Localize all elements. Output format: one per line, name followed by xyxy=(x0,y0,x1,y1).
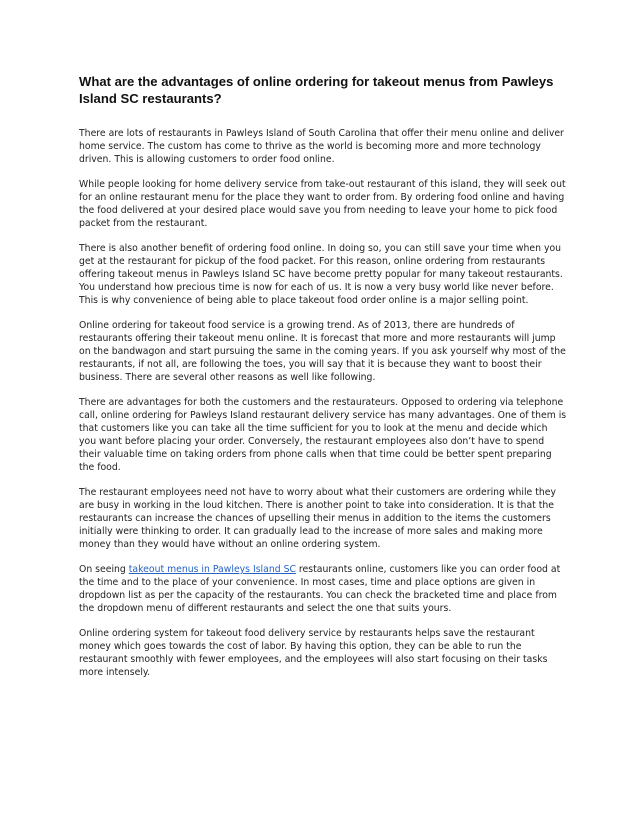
paragraph-convenience-after: restaurants online, customers like you can order food at the time and to the place of your convenience. In most cases, time and place options are given in dropdown list as per the capacity of the restaurants. You can check the bracketed time and place from the dropdown menu of different restaurants and select the one that suits yours. xyxy=(79,564,561,614)
paragraph-convenience-before: On seeing xyxy=(79,564,129,575)
paragraph-intro: There are lots of restaurants in Pawleys Island of South Carolina that offer their menu online and deliver home service. The custom has come to thrive as the world is becoming more and more technology driven. This is allowing customers to order food online. xyxy=(79,128,564,165)
paragraph-convenience xyxy=(79,563,567,615)
paragraph-labor-cost: Online ordering system for takeout food delivery service by restaurants helps save the restaurant money which goes towards the cost of labor. By having this option, they can be able to run the restaurant smoothly with fewer employees, and the employees will also start focusing on their tasks more intensely. xyxy=(79,628,548,678)
paragraph-save-time: There is also another benefit of ordering food online. In doing so, you can still save your time when you get at the restaurant for pickup of the food packet. For this reason, online ordering from restaurants offering takeout menus in Pawleys Island SC have become pretty popular for many takeout restaurants. You understand how precious time is now for each of us. It is now a very busy world like never before. This is why convenience of being able to place takeout food order online is a major selling point. xyxy=(79,243,563,306)
paragraph-upselling: The restaurant employees need not have to worry about what their customers are ordering while they are busy in working in the loud kitchen. There is another point to take into consideration. It is that the restaurants can increase the chances of upselling their menus in addition to the items the customers initially were thinking to order. It can gradually lead to the increase of more sales and making more money than they would have without an online ordering system. xyxy=(79,487,556,550)
document-page xyxy=(79,73,567,691)
paragraph-growing-trend: Online ordering for takeout food service is a growing trend. As of 2013, there are hundreds of restaurants offering their takeout menu online. It is forecast that more and more restaurants will jump on the bandwagon and start pursuing the same in the coming years. If you ask yourself why most of the restaurants, if not all, are following the toes, you will say that it is because they want to boost their business. There are several other reasons as well like following. xyxy=(79,320,566,383)
document-title: What are the advantages of online ordering for takeout menus from Pawleys Island SC restaurants? xyxy=(79,74,554,106)
takeout-menus-link[interactable]: takeout menus in Pawleys Island SC xyxy=(128,564,296,575)
paragraph-advantages: There are advantages for both the customers and the restaurateurs. Opposed to ordering via telephone call, online ordering for Pawleys Island restaurant delivery service has many advantages. One of them is that customers like you can take all the time sufficient for you to look at the menu and decide which you want before placing your order. Conversely, the restaurant employees also don’t have to spend their valuable time on taking orders from phone calls when that time could be better spent preparing the food. xyxy=(79,397,567,473)
paragraph-home-delivery: While people looking for home delivery service from take-out restaurant of this island, they will seek out for an online restaurant menu for the place they want to order from. By ordering food online and having the food delivered at your desired place would save you from needing to leave your home to pick food packet from the restaurant. xyxy=(79,179,566,229)
